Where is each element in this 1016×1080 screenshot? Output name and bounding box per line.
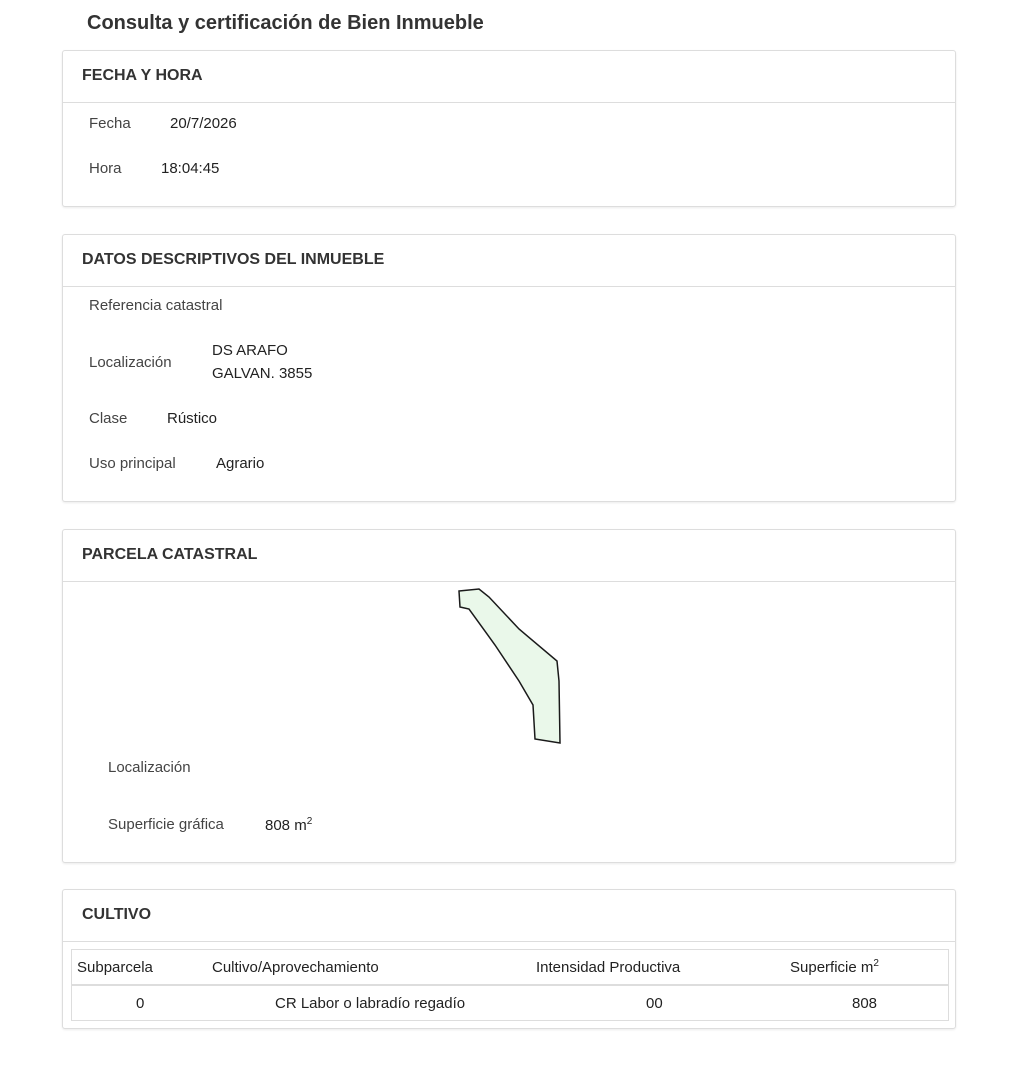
- parcela-localizacion-label: Localización: [108, 759, 191, 776]
- fecha-hora-heading: FECHA Y HORA: [63, 51, 955, 103]
- parcela-catastral-panel: [62, 529, 956, 863]
- cultivo-table: [72, 950, 948, 1020]
- superficie-grafica-label: Superficie gráfica: [108, 816, 224, 833]
- localizacion-line-2: GALVAN. 3855⁠: [212, 365, 313, 382]
- hora-value: 18:04:45: [161, 160, 220, 177]
- uso-principal-value: Agrario: [216, 455, 265, 472]
- cell-cultivo: CR Labor o labradío regadío: [275, 994, 466, 1012]
- table-header-row: [72, 950, 948, 985]
- cell-intensidad: 00: [646, 994, 663, 1012]
- parcela-catastral-heading: PARCELA CATASTRAL: [63, 530, 955, 582]
- column-header-intensidad: Intensidad Productiva: [536, 958, 681, 976]
- cultivo-table-wrapper: [71, 949, 949, 1021]
- clase-value: Rústico: [167, 410, 218, 427]
- uso-principal-label: Uso principal: [89, 455, 176, 472]
- page-title: Consulta y certificación de Bien Inmueble: [87, 12, 484, 34]
- cell-subparcela: 0: [136, 994, 145, 1012]
- referencia-catastral-label: Referencia catastral: [89, 297, 223, 314]
- parcel-map: [457, 587, 567, 747]
- fecha-hora-panel: [62, 50, 956, 207]
- column-header-superficie: Superficie $m^2$: [790, 958, 879, 976]
- cultivo-panel: [62, 889, 956, 1029]
- table-row: [72, 985, 948, 1020]
- hora-label: Hora: [89, 160, 122, 177]
- datos-descriptivos-panel: [62, 234, 956, 502]
- cultivo-heading: CULTIVO: [63, 890, 955, 942]
- fecha-value: 20/7/2026: [170, 115, 237, 132]
- superficie-grafica-value: 808 $m^2$: [265, 816, 313, 834]
- datos-descriptivos-heading: DATOS DESCRIPTIVOS DEL INMUEBLE: [63, 235, 955, 287]
- clase-label: Clase: [89, 410, 128, 427]
- column-header-cultivo: Cultivo/Aprovechamiento: [212, 958, 379, 976]
- fecha-label: Fecha: [89, 115, 131, 132]
- column-header-subparcela: Subparcela: [77, 958, 153, 976]
- parcel-shape: [459, 589, 560, 743]
- localizacion-label: Localización: [89, 354, 172, 371]
- localizacion-line-1: DS ARAFO: [212, 342, 288, 359]
- cell-superficie: 808: [852, 994, 878, 1012]
